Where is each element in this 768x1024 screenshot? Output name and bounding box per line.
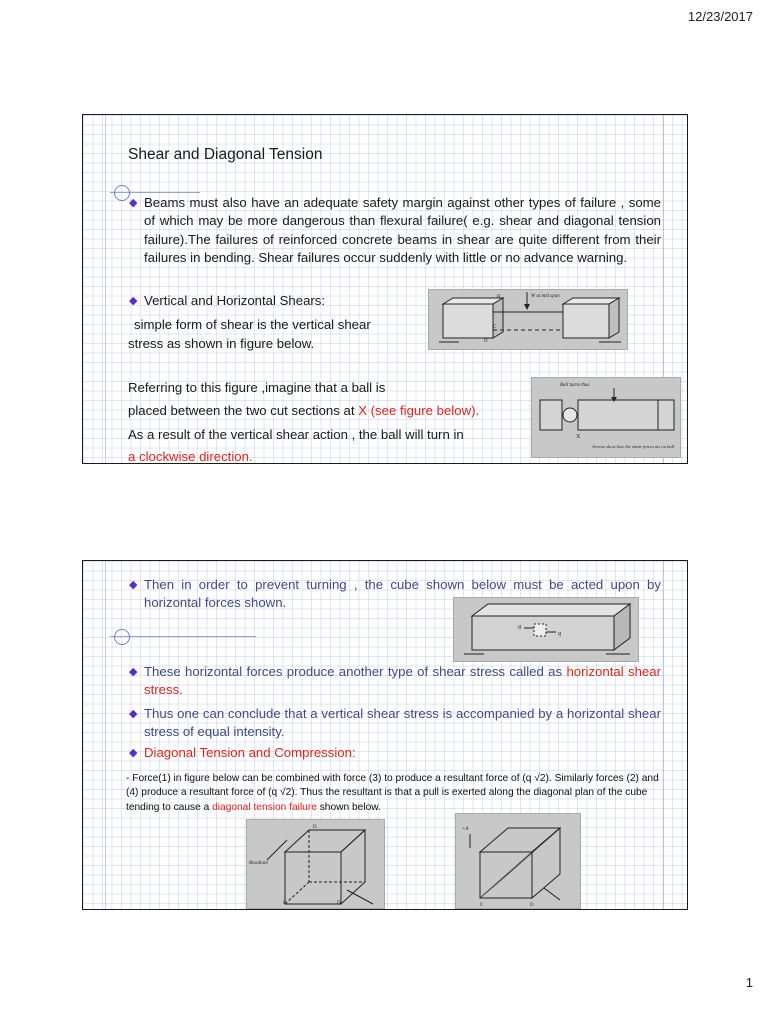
guide-line-right — [663, 561, 664, 909]
svg-text:q: q — [558, 631, 561, 637]
text-line-6: a clockwise direction. — [128, 449, 253, 464]
text-line-2: stress as shown in figure below. — [128, 336, 315, 351]
svg-text:X: X — [576, 434, 581, 440]
figure-ball-cut-sections — [531, 377, 681, 458]
svg-text:D: D — [484, 339, 488, 344]
svg-text:q: q — [518, 624, 521, 630]
ball-figure-drawing — [532, 378, 680, 457]
figure-label-ball: Ball turns thus — [560, 383, 590, 388]
diamond-bullet-icon: ◆ — [129, 666, 138, 678]
page-number: 1 — [745, 975, 753, 990]
diamond-bullet-icon: ◆ — [129, 579, 138, 591]
figure-label-arrows: Arrows show how the shear forces act on ball — [592, 444, 675, 449]
figure-cube-horizontal-forces — [453, 597, 639, 662]
svg-text:B: B — [497, 295, 501, 300]
figure-label-load: W at mid span — [531, 294, 560, 299]
diamond-bullet-icon: ◆ — [129, 197, 138, 209]
diamond-bullet-icon: ◆ — [129, 747, 138, 759]
bullet-diagonal-tension: ◆ Diagonal Tension and Compression: — [129, 744, 429, 762]
figure-beam-vertical-shear — [428, 289, 628, 350]
text-line-5: As a result of the vertical shear action , the ball will turn in — [128, 427, 464, 442]
diamond-bullet-icon: ◆ — [129, 708, 138, 720]
bullet-vertical-horizontal-shears: ◆ Vertical and Horizontal Shears: — [129, 292, 429, 310]
svg-text:+A: +A — [462, 827, 469, 832]
bullet-equal-intensity: ◆ Thus one can conclude that a vertical shear stress is accompanied by a horizontal shear stress of equal intensity. — [129, 706, 661, 740]
bullet-horizontal-forces: ◆ These horizontal forces produce another type of shear stress called as horizontal shear stress. — [129, 664, 661, 698]
figure-cube-resultant-forces — [246, 819, 385, 909]
svg-text:D: D — [530, 903, 534, 908]
svg-text:C: C — [493, 325, 497, 330]
resultant-figure-drawing — [247, 820, 384, 908]
text-line-3: Referring to this figure ,imagine that a ball is — [128, 380, 386, 395]
bullet-prevent-turning: ◆ Then in order to prevent turning , the cube shown below must be acted upon by horizontal forces shown. — [129, 577, 661, 611]
header-date: 12/23/2017 — [687, 9, 753, 24]
svg-text:C: C — [480, 903, 484, 908]
svg-text:C: C — [283, 901, 287, 906]
slide-horizontal-shear — [82, 560, 688, 910]
svg-text:Resultant: Resultant — [249, 861, 268, 866]
figure-cube-diagonal-plane — [455, 813, 581, 909]
cube-figure-drawing — [454, 598, 638, 661]
text-line-1: simple form of shear is the vertical shear — [134, 317, 371, 332]
diamond-bullet-icon: ◆ — [129, 295, 138, 307]
slide-title: Shear and Diagonal Tension — [128, 146, 323, 163]
guide-line-horizontal — [110, 636, 256, 637]
beam-figure-drawing — [429, 290, 627, 349]
diagonal-figure-drawing — [456, 814, 580, 908]
guide-line-left — [105, 115, 106, 463]
guide-line-left — [105, 561, 106, 909]
svg-text:D: D — [337, 901, 341, 906]
bullet-failure-types: ◆ Beams must also have an adequate safety margin against other types of failure , some of which may be more dangerous than flexural failure( e.g. shear and diagonal tension failure).The failures of reinforced concrete beams in shear are quite different from their failures in bending. Shear failures occur suddenly with little or no advance warning. — [129, 195, 661, 265]
crosshair-icon — [114, 629, 130, 645]
text-line-4: placed between the two cut sections at X (see figure below). — [128, 403, 480, 418]
slide-shear-diagonal-tension — [82, 114, 688, 464]
paragraph-resultant-force: - Force(1) in figure below can be combined with force (3) to produce a resultant force of (q √2). Similarly forces (2) and (4) produce a resultant force of (q √2). Thus the resultant is that a pull is exerted along the diagonal plan of the cube tending to cause a diagonal tension failure shown below. — [126, 773, 659, 813]
svg-text:D: D — [313, 825, 317, 830]
crosshair-icon — [114, 185, 130, 201]
